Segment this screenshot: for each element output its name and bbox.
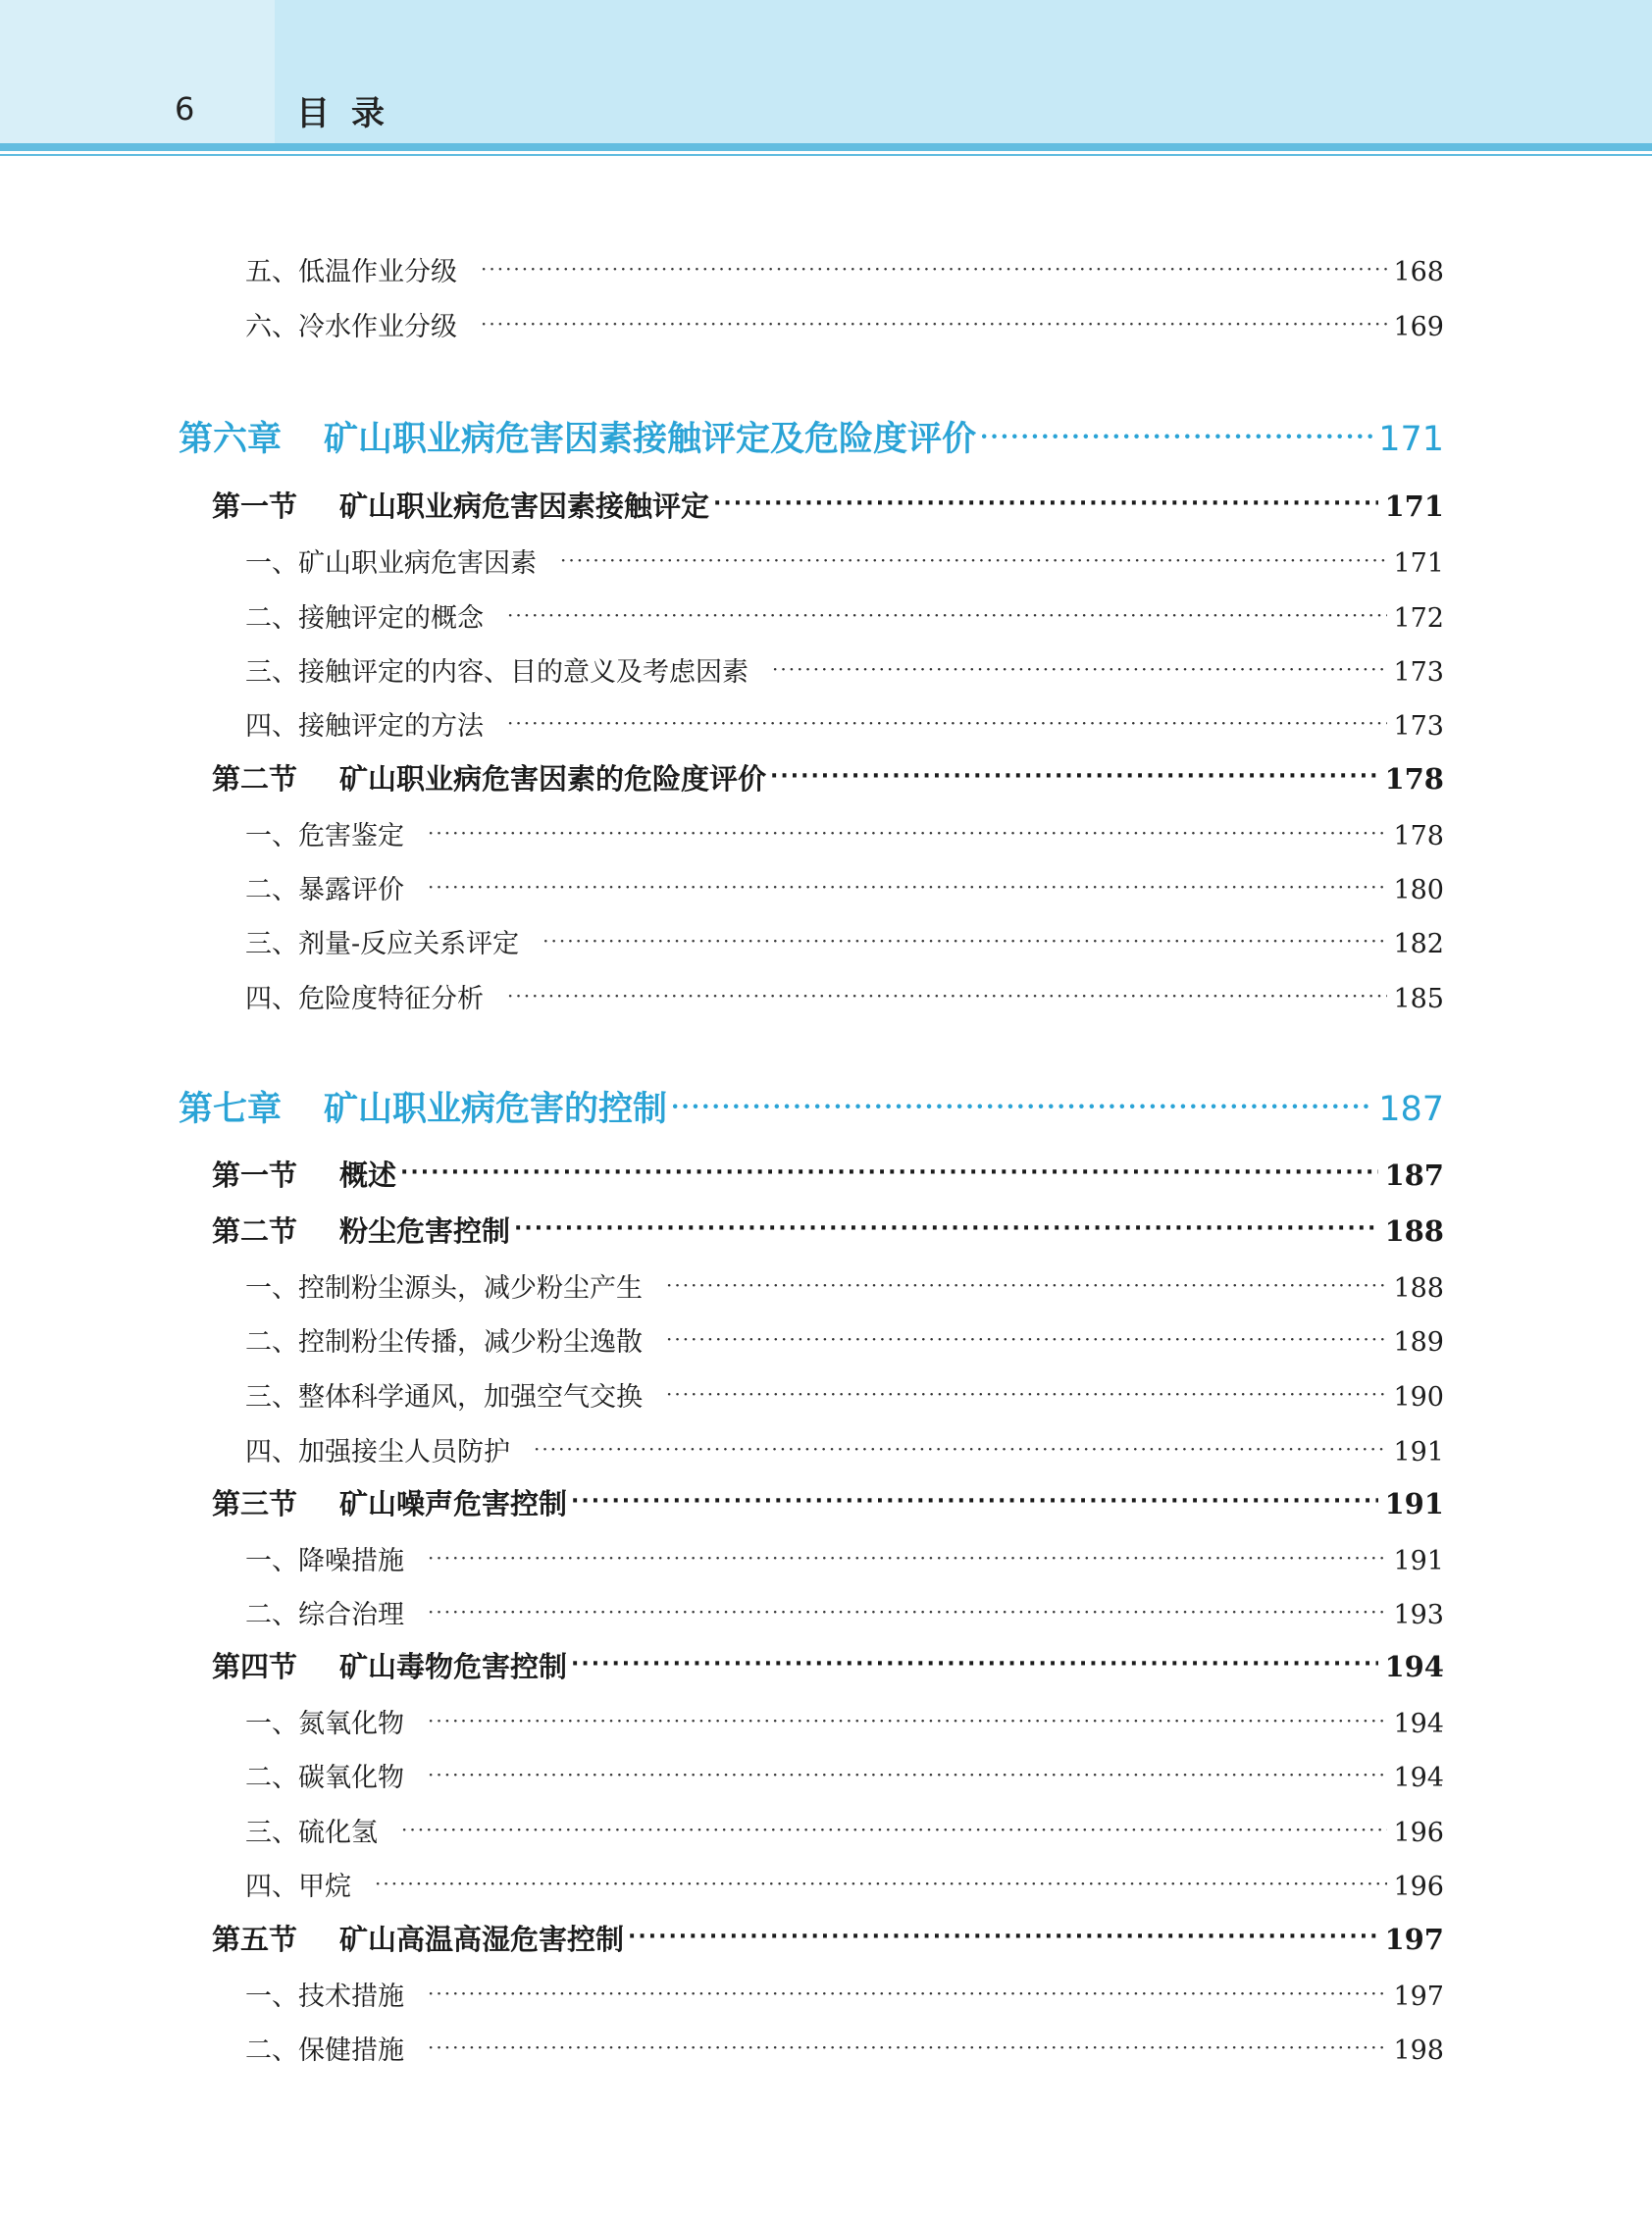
toc-item[interactable]: 一、氮氧化物 ····· 194: [245, 1702, 1444, 1741]
leader-dots: [481, 316, 1387, 335]
toc-chapter[interactable]: 第七章 矿山职业病危害的控制 ····· 187: [179, 1082, 1444, 1131]
header-rule: [0, 143, 1652, 151]
toc-item[interactable]: 一、技术措施 ····· 197: [245, 1975, 1444, 2014]
toc-item[interactable]: 二、碳氧化物 ····· 194: [245, 1756, 1444, 1795]
toc-item[interactable]: 三、接触评定的内容、目的意义及考虑因素 ····· 173: [245, 650, 1444, 690]
leader-dots: [980, 427, 1372, 450]
toc-chapter[interactable]: 第六章 矿山职业病危害因素接触评定及危险度评价 ····· 171: [179, 412, 1444, 461]
toc-item[interactable]: 一、危害鉴定 ····· 178: [245, 814, 1444, 853]
leader-dots: [428, 1550, 1387, 1570]
leader-dots: [713, 494, 1378, 516]
leader-dots: [560, 552, 1387, 572]
toc-item[interactable]: 二、综合治理 ····· 193: [245, 1593, 1444, 1632]
leader-dots: [481, 261, 1387, 281]
toc-item[interactable]: 一、控制粉尘源头，减少粉尘产生 ····· 188: [245, 1266, 1444, 1306]
toc-section[interactable]: 第一节 概述 ····· 187: [212, 1154, 1444, 1197]
leader-dots: [428, 1767, 1387, 1786]
leader-dots: [671, 1097, 1372, 1120]
header-page-number-block: [0, 0, 275, 143]
toc-section[interactable]: 第二节 矿山职业病危害因素的危险度评价 ····· 178: [212, 757, 1444, 800]
leader-dots: [666, 1386, 1387, 1406]
toc-section[interactable]: 第五节 矿山高温高湿危害控制 ····· 197: [212, 1918, 1444, 1961]
leader-dots: [428, 1713, 1387, 1732]
page-header: [0, 0, 1652, 143]
leader-dots: [628, 1928, 1378, 1949]
leader-dots: [666, 1277, 1387, 1297]
toc-item[interactable]: 二、暴露评价 ····· 180: [245, 868, 1444, 907]
header-rule-thin: [0, 154, 1652, 156]
toc-item[interactable]: 四、接触评定的方法 ····· 173: [245, 704, 1444, 744]
toc-item[interactable]: 二、保健措施 ····· 198: [245, 2029, 1444, 2068]
leader-dots: [428, 1604, 1387, 1623]
leader-dots: [542, 933, 1387, 953]
leader-dots: [375, 1876, 1387, 1895]
toc-item[interactable]: 三、硫化氢 ····· 196: [245, 1811, 1444, 1850]
toc-item[interactable]: 六、冷水作业分级 ····· 169: [245, 305, 1444, 344]
leader-dots: [400, 1163, 1378, 1185]
leader-dots: [428, 825, 1387, 845]
leader-dots: [428, 879, 1387, 899]
leader-dots: [401, 1822, 1387, 1841]
toc-item[interactable]: 三、整体科学通风，加强空气交换 ····· 190: [245, 1375, 1444, 1415]
leader-dots: [428, 1985, 1387, 2005]
leader-dots: [571, 1492, 1378, 1514]
leader-dots: [428, 2039, 1387, 2059]
toc-item[interactable]: 四、甲烷 ····· 196: [245, 1865, 1444, 1904]
leader-dots: [666, 1331, 1387, 1351]
leader-dots: [772, 661, 1387, 681]
toc-section[interactable]: 第二节 粉尘危害控制 ····· 188: [212, 1210, 1444, 1253]
toc-section[interactable]: 第三节 矿山噪声危害控制 ····· 191: [212, 1482, 1444, 1525]
leader-dots: [514, 1219, 1378, 1241]
toc-item[interactable]: 二、控制粉尘传播，减少粉尘逸散 ····· 189: [245, 1320, 1444, 1360]
leader-dots: [770, 767, 1378, 789]
page-number: 6: [175, 90, 195, 128]
toc-item[interactable]: 一、降噪措施 ····· 191: [245, 1539, 1444, 1578]
header-title: 目录: [296, 94, 406, 133]
leader-dots: [534, 1441, 1387, 1461]
toc-item[interactable]: 五、低温作业分级 ····· 168: [245, 250, 1444, 289]
toc-item[interactable]: 一、矿山职业病危害因素 ····· 171: [245, 541, 1444, 581]
leader-dots: [507, 715, 1387, 735]
toc-item[interactable]: 三、剂量-反应关系评定 ····· 182: [245, 922, 1444, 961]
toc-item[interactable]: 四、加强接尘人员防护 ····· 191: [245, 1430, 1444, 1469]
toc-section[interactable]: 第四节 矿山毒物危害控制 ····· 194: [212, 1645, 1444, 1688]
toc-item[interactable]: 四、危险度特征分析 ····· 185: [245, 977, 1444, 1016]
toc-section[interactable]: 第一节 矿山职业病危害因素接触评定 ····· 171: [212, 485, 1444, 528]
leader-dots: [507, 607, 1387, 627]
leader-dots: [507, 988, 1387, 1007]
toc-item[interactable]: 二、接触评定的概念 ····· 172: [245, 596, 1444, 636]
leader-dots: [571, 1655, 1378, 1676]
